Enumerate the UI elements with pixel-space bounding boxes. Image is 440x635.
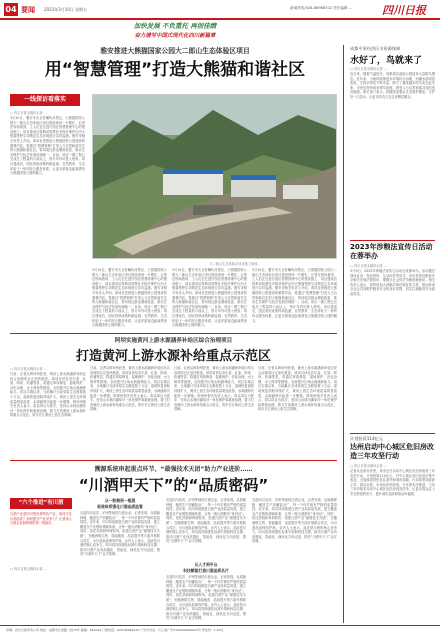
article3-body-col2b: 走进四川宜宾、泸州等地的白酒企业，记者发现，从原粮种植、酿造生产到灌装出厂，每一个环节都有严格的质量管控。近年来，四川持续推进白酒产业高质量发展，建立覆盖全产业链的溯源体系，让每一瓶川酒都有“身份证”。同时，依托高校和科研院所，组建白酒产业“最强技术天团”，在酿酒微生物、智能酿造、品质提升等方面开展联合攻关，为川酒品质保驾护航。业内人士表示，品质是川酒的核心竞争力，四川将持续强化标准引领和科技支撑，推动川酒产业向高端化、智能化、绿色化方向迈进，擦亮“川酒甲天下”金字招牌。 [166, 575, 246, 620]
sidebar3-byline: □ 四川日报全媒体记者 ... [350, 464, 387, 468]
article2-byline: □ 四川日报全媒体记者 ... [10, 367, 47, 371]
divider-article2 [10, 333, 337, 334]
sidebar3-body: 记者从达州市获悉，该市近日启动中心城区危旧房改造三年攻坚行动，计划投资114亿元，对中心城区危旧房进行集中改造，全面改善居民居住条件和城市面貌。行动将坚持政府主导、群众自愿、市场运作的原则，分年度有序推进，力争三年内基本完成中心城区危旧房改造任务，让更多群众住上安全舒适的房子，提升城市品质和群众幸福感。 [350, 469, 435, 496]
sidebar1-headline: 水好了，鸟就来了 [350, 56, 423, 66]
article3-kicker: 溯源系统串起重点环节、“最强技术天团”助力产业进阶…… [94, 466, 253, 473]
article1-body-col3: 3月10日，雅安市天全县喇叭河景区，大熊猫国家公园大二郎山生态体验区项目建设现场一片繁忙。记者在现场看到，工人们正在进行园区智慧管理中心的建设施工，项目建成后将利用智慧化手段对保护区内大熊猫等野生动物及生态环境进行实时监测。雅安市相关负责人介绍，该项目是推进大熊猫国家公园建设的重要内容，将通过“智慧管理”打造人与自然和谐共生的大熊猫和谐社区，带动周边群众增收致富，推动生态保护与经济发展协调统一。目前，项目一期工程已完成总工程量的六成以上，预计年内可投入使用。项目建成后，园区将形成集科研监测、自然教育、生态体验于一体的综合服务体系，让更多游客近距离感受大熊猫国家公园的魅力。 [172, 268, 247, 328]
article1-photo [92, 94, 337, 259]
article2-headline: 打造黄河上游水源补给重点示范区 [75, 349, 271, 364]
article3-body-col2: 走进四川宜宾、泸州等地的白酒企业，记者发现，从原粮种植、酿造生产到灌装出厂，每一个环节都有严格的质量管控。近年来，四川持续推进白酒产业高质量发展，建立覆盖全产业链的溯源体系，让每一瓶川酒都有“身份证”。同时，依托高校和科研院所，组建白酒产业“最强技术天团”，在酿酒微生物、智能酿造、品质提升等方面开展联合攻关，为川酒品质保驾护航。业内人士表示，品质是川酒的核心竞争力，四川将持续强化标准引领和科技支撑，推动川酒产业向高端化、智能化、绿色化方向迈进，擦亮“川酒甲天下”金字招牌。 [166, 498, 246, 544]
divider-sidebar3 [350, 433, 435, 434]
article2-body-col3: 日前，记者从阿坝州获悉，黄河上游水源涵养补给区综合治理项目正加快推进。该项目涉及若尔盖、红原、阿坝、松潘等县，将通过草原修复、湿地保护、沙化治理、水土保持等措施，全面提升区域水源涵养能力。项目实施以来，当地累计完成草原生态修复数十万亩，湿地恢复面积持续扩大，黄河上游生态环境质量明显改善，水源涵养功能进一步增强。阿坝州相关负责人表示，将以项目为抓手，坚持山水林田湖草沙一体化保护和系统治理，着力打造黄河上游水源补给重点示范区，筑牢长江黄河上游生态屏障。 [174, 366, 254, 412]
article1-byline: □ 四川日报全媒体记者 ... [10, 111, 47, 115]
section-name: 要闻 [21, 6, 35, 14]
mountain-construction-photo [93, 95, 337, 259]
article3-subhead-4: 科技赋能打造川酒品质名片 [183, 568, 229, 573]
article2-body-col4: 日前，记者从阿坝州获悉，黄河上游水源涵养补给区综合治理项目正加快推进。该项目涉及若尔盖、红原、阿坝、松潘等县，将通过草原修复、湿地保护、沙化治理、水土保持等措施，全面提升区域水源涵养能力。项目实施以来，当地累计完成草原生态修复数十万亩，湿地恢复面积持续扩大，黄河上游生态环境质量明显改善，水源涵养功能进一步增强。阿坝州相关负责人表示，将以项目为抓手，坚持山水林田湖草沙一体化保护和系统治理，着力打造黄河上游水源补给重点示范区，筑牢长江黄河上游生态屏障。 [258, 366, 337, 412]
article1-tag: 一线探访看落实 [10, 94, 80, 106]
article3-tag: “六个推进”有川酒 [10, 498, 72, 509]
sidebar2-body: 3月9日，2023年涉粮法宣传日活动在成都举办。活动通过现场宣讲、发放资料、互动问答等形式，向市民普及粮食安全相关法律法规知识，增强全社会依法节粮爱粮意识。相关负责人表示，将持续加大涉粮法律法规宣传力度，推动形成全社会共同维护粮食安全的良好氛围，切实扛稳粮食安全政治责任。 [350, 269, 435, 296]
page-header [0, 0, 440, 20]
article3-body-col1: 走进四川宜宾、泸州等地的白酒企业，记者发现，从原粮种植、酿造生产到灌装出厂，每一个环节都有严格的质量管控。近年来，四川持续推进白酒产业高质量发展，建立覆盖全产业链的溯源体系，让每一瓶川酒都有“身份证”。同时，依托高校和科研院所，组建白酒产业“最强技术天团”，在酿酒微生物、智能酿造、品质提升等方面开展联合攻关，为川酒品质保驾护航。业内人士表示，品质是川酒的核心竞争力，四川将持续强化标准引领和科技支撑，推动川酒产业向高端化、智能化、绿色化方向迈进，擦亮“川酒甲天下”金字招牌。 [80, 511, 160, 557]
sidebar1-byline: □ 四川日报全媒体记者 ... [350, 67, 387, 71]
article1-body-col1: 3月10日，雅安市天全县喇叭河景区，大熊猫国家公园大二郎山生态体验区项目建设现场一片繁忙。记者在现场看到，工人们正在进行园区智慧管理中心的建设施工，项目建成后将利用智慧化手段对保护区内大熊猫等野生动物及生态环境进行实时监测。雅安市相关负责人介绍，该项目是推进大熊猫国家公园建设的重要内容，将通过“智慧管理”打造人与自然和谐共生的大熊猫和谐社区，带动周边群众增收致富，推动生态保护与经济发展协调统一。目前，项目一期工程已完成总工程量的六成以上，预计年内可投入使用。项目建成后，园区将形成集科研监测、自然教育、生态体验于一体的综合服务体系，让更多游客近距离感受大熊猫国家公园的魅力。 [10, 116, 85, 176]
article3-byline: □ 四川日报全媒体记者 ... [10, 567, 47, 571]
masthead-logo: 四川日报 [382, 4, 426, 17]
banner-slogan: 加快发展 不负重托 再创佳绩 [133, 22, 217, 30]
divider-article3 [10, 460, 337, 461]
article2-body-col2: 日前，记者从阿坝州获悉，黄河上游水源涵养补给区综合治理项目正加快推进。该项目涉及若尔盖、红原、阿坝、松潘等县，将通过草原修复、湿地保护、沙化治理、水土保持等措施，全面提升区域水源涵养能力。项目实施以来，当地累计完成草原生态修复数十万亩，湿地恢复面积持续扩大，黄河上游生态环境质量明显改善，水源涵养功能进一步增强。阿坝州相关负责人表示，将以项目为抓手，坚持山水林田湖草沙一体化保护和系统治理，着力打造黄河上游水源补给重点示范区，筑牢长江黄河上游生态屏障。 [90, 366, 170, 412]
page-number: 04 [5, 5, 17, 14]
sidebar3-headline: 达州启动中心城区危旧房改造三年攻坚行动 [350, 443, 434, 460]
sidebar2-headline: 2023年涉粮法宣传日活动在蓉举办 [350, 243, 433, 260]
article3-subhead-3: 从人才到平台 [194, 562, 218, 567]
article1-body-col4: 3月10日，雅安市天全县喇叭河景区，大熊猫国家公园大二郎山生态体验区项目建设现场一片繁忙。记者在现场看到，工人们正在进行园区智慧管理中心的建设施工，项目建成后将利用智慧化手段对保护区内大熊猫等野生动物及生态环境进行实时监测。雅安市相关负责人介绍，该项目是推进大熊猫国家公园建设的重要内容，将通过“智慧管理”打造人与自然和谐共生的大熊猫和谐社区，带动周边群众增收致富，推动生态保护与经济发展协调统一。目前，项目一期工程已完成总工程量的六成以上，预计年内可投入使用。项目建成后，园区将形成集科研监测、自然教育、生态体验于一体的综合服务体系，让更多游客近距离感受大熊猫国家公园的魅力。 [252, 268, 337, 323]
sidebar3-kicker: 计划投资114亿元 [350, 436, 384, 441]
issue-date: 2023年3月10日 星期五 [44, 7, 88, 12]
article1-headline: 用“智慧管理”打造大熊猫和谐社区 [44, 60, 306, 80]
page-footer: 印刷：四川日报印务公司 地址：成都市红星路二段70号 邮编：610012 订阅电话：028-86969110 广告许可证：川工商广字5100004000001号 零售价：1.50元 [0, 625, 440, 635]
slogan-banner [60, 21, 290, 43]
article3-body-col3: 走进四川宜宾、泸州等地的白酒企业，记者发现，从原粮种植、酿造生产到灌装出厂，每一个环节都有严格的质量管控。近年来，四川持续推进白酒产业高质量发展，建立覆盖全产业链的溯源体系，让每一瓶川酒都有“身份证”。同时，依托高校和科研院所，组建白酒产业“最强技术天团”，在酿酒微生物、智能酿造、品质提升等方面开展联合攻关，为川酒品质保驾护航。业内人士表示，品质是川酒的核心竞争力，四川将持续强化标准引领和科技支撑，推动川酒产业向高端化、智能化、绿色化方向迈进，擦亮“川酒甲天下”金字招牌。 [252, 498, 337, 544]
sidebar1-kicker: 成都平原经济区水资源保障 [350, 46, 401, 51]
article3-intro: 白酒产业是四川的优势特色产业。如何守住川酒品质？如何提升产业竞争力？记者深入白酒企业和科研机构一线探访。 [10, 512, 72, 526]
article2-kicker: 阿坝实施黄河上游水源涵养补给区综合治理项目 [114, 338, 233, 344]
article3-subhead-2: 标准体系强化川酒品质监管 [97, 504, 143, 509]
banner-subtitle: 奋力谱写中国式现代化四川新篇章 [134, 33, 216, 39]
sidebar2-byline: □ 四川日报全媒体记者 ... [350, 264, 387, 268]
sidebar1-body: 连日来，随着气温回升，成都周边湿地公园迎来大量候鸟栖息。近年来，当地持续推进水环境综合治理，河湖水质明显改善，生物多样性不断丰富，吸引了越来越多的鸟类在此安家。市民们纷纷前来观鸟拍照，感受人与自然和谐共处的美好画面。相关部门表示，将继续加强水生态保护修复，守护好一江清水，让更多的鸟儿在这里栖息繁衍。 [350, 72, 435, 99]
article1-photo-caption: 大二郎山生态体验区项目施工现场。 [209, 262, 261, 266]
article1-body-col2: 3月10日，雅安市天全县喇叭河景区，大熊猫国家公园大二郎山生态体验区项目建设现场一片繁忙。记者在现场看到，工人们正在进行园区智慧管理中心的建设施工，项目建成后将利用智慧化手段对保护区内大熊猫等野生动物及生态环境进行实时监测。雅安市相关负责人介绍，该项目是推进大熊猫国家公园建设的重要内容，将通过“智慧管理”打造人与自然和谐共生的大熊猫和谐社区，带动周边群众增收致富，推动生态保护与经济发展协调统一。目前，项目一期工程已完成总工程量的六成以上，预计年内可投入使用。项目建成后，园区将形成集科研监测、自然教育、生态体验于一体的综合服务体系，让更多游客近距离感受大熊猫国家公园的魅力。 [92, 268, 167, 328]
article1-kicker: 雅安推进大熊猫国家公园大二郎山生态体验区项目 [100, 47, 250, 55]
article3-subhead-1: 从一粒粮到一瓶酒 [104, 498, 136, 503]
article2-body-col1: 日前，记者从阿坝州获悉，黄河上游水源涵养补给区综合治理项目正加快推进。该项目涉及若尔盖、红原、阿坝、松潘等县，将通过草原修复、湿地保护、沙化治理、水土保持等措施，全面提升区域水源涵养能力。项目实施以来，当地累计完成草原生态修复数十万亩，湿地恢复面积持续扩大，黄河上游生态环境质量明显改善，水源涵养功能进一步增强。阿坝州相关负责人表示，将以项目为抓手，坚持山水林田湖草沙一体化保护和系统治理，着力打造黄河上游水源补给重点示范区，筑牢长江黄河上游生态屏障。 [10, 372, 86, 418]
article3-headline: “川酒甲天下”的“品质密码” [78, 476, 269, 494]
column-divider [343, 45, 344, 623]
news-hotline: 新闻热线/028-86968702 责任编辑 ... [290, 6, 353, 10]
divider-sidebar2 [350, 240, 435, 241]
